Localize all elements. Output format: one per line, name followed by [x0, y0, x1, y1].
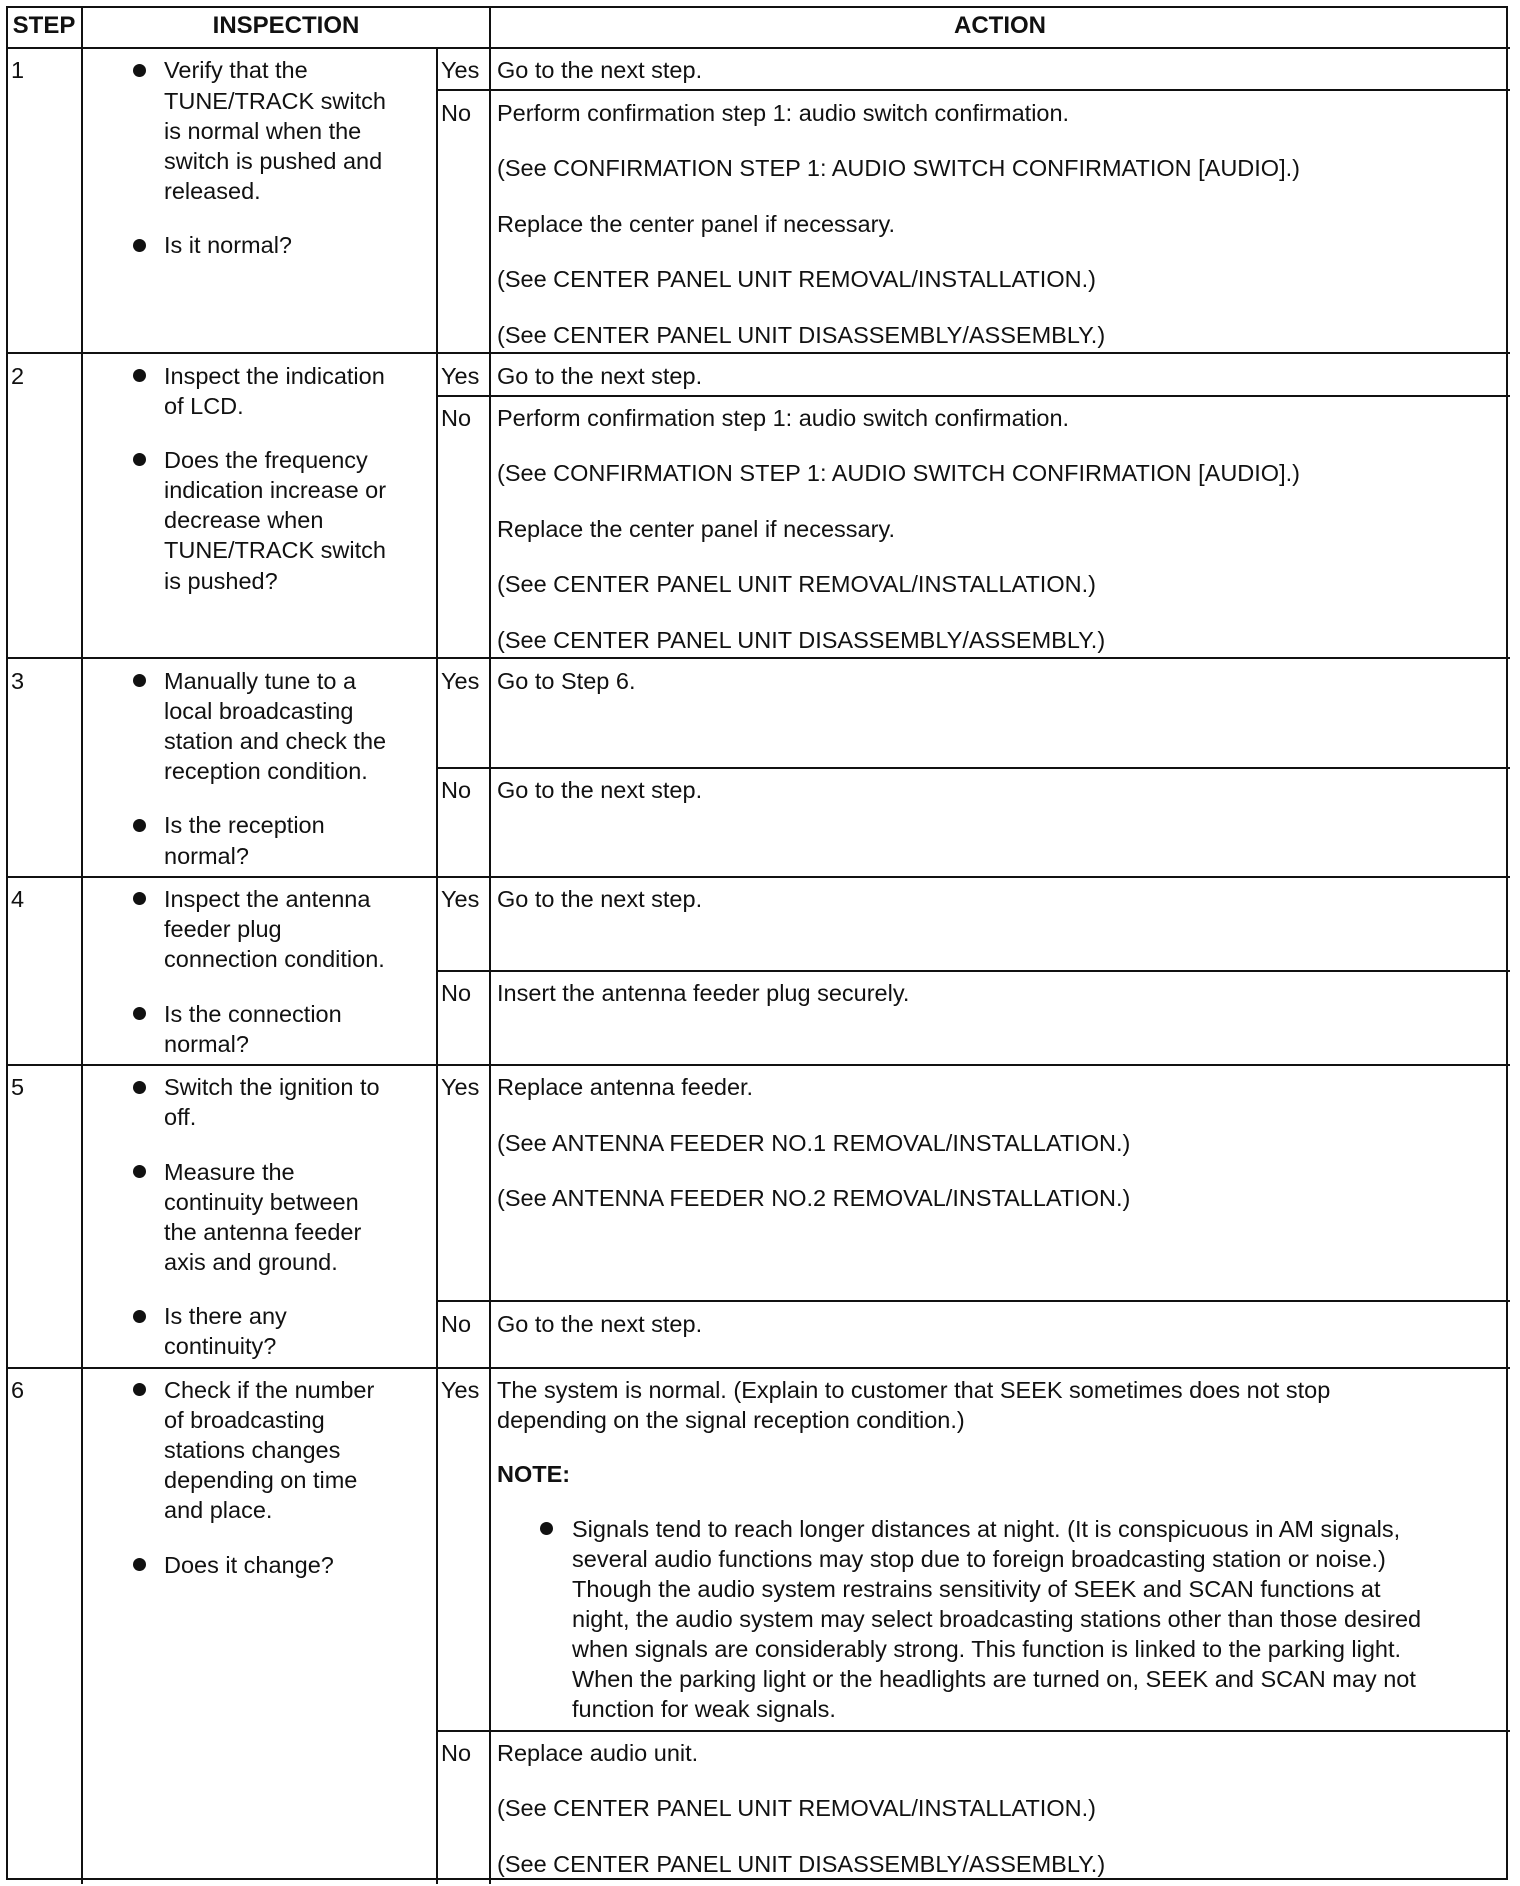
bullet-icon: [540, 1522, 553, 1535]
inspection-text: local broadcasting: [164, 698, 354, 724]
no-action-text: (See CENTER PANEL UNIT REMOVAL/INSTALLATION.): [497, 266, 1096, 292]
yes-no-split: [437, 970, 1510, 972]
inspection-text: indication increase or: [164, 477, 387, 503]
no-action-text: (See CENTER PANEL UNIT REMOVAL/INSTALLATION.): [497, 1795, 1096, 1821]
bullet-icon: [133, 1081, 146, 1094]
note-label: NOTE:: [497, 1461, 571, 1487]
yes-action-text: Go to the next step.: [497, 363, 703, 389]
no-action-text: Go to the next step.: [497, 777, 703, 803]
inspection-text: stations changes: [164, 1437, 341, 1463]
note-text: When the parking light or the headlights are turned on, SEEK and SCAN may not: [572, 1666, 1416, 1692]
no-label: No: [441, 405, 472, 431]
no-action-text: (See CONFIRMATION STEP 1: AUDIO SWITCH CONFIRMATION [AUDIO].): [497, 460, 1300, 486]
no-action-text: (See CENTER PANEL UNIT DISASSEMBLY/ASSEMBLY.): [497, 1851, 1106, 1877]
yes-action-text: (See ANTENNA FEEDER NO.2 REMOVAL/INSTALLATION.): [497, 1185, 1131, 1211]
no-label: No: [441, 1311, 472, 1337]
inspection-text: decrease when: [164, 507, 324, 533]
inspection-text: and place.: [164, 1497, 273, 1523]
inspection-text: continuity?: [164, 1333, 277, 1359]
header-inspection: INSPECTION: [212, 12, 360, 39]
inspection-text: Measure the: [164, 1159, 295, 1185]
no-label: No: [441, 777, 472, 803]
yes-label: Yes: [441, 1377, 480, 1403]
inspection-text: Inspect the indication: [164, 363, 385, 389]
inspection-text: Is the reception: [164, 812, 325, 838]
note-text: night, the audio system may select broadcasting stations other than those desired: [572, 1606, 1422, 1632]
yes-no-split: [437, 395, 1510, 397]
inspection-text: Does it change?: [164, 1552, 334, 1578]
row-divider: [6, 657, 1510, 659]
yes-action-text: The system is normal. (Explain to customer that SEEK sometimes does not stop: [497, 1377, 1331, 1403]
no-action-text: Replace the center panel if necessary.: [497, 211, 895, 237]
inspection-text: off.: [164, 1104, 197, 1130]
bullet-icon: [133, 1558, 146, 1571]
inspection-text: Does the frequency: [164, 447, 368, 473]
inspection-text: normal?: [164, 1031, 249, 1057]
header-step: STEP: [12, 12, 76, 39]
inspection-text: the antenna feeder: [164, 1219, 362, 1245]
inspection-text: of broadcasting: [164, 1407, 325, 1433]
no-action-text: Replace the center panel if necessary.: [497, 516, 895, 542]
step-number: 2: [11, 363, 25, 389]
yes-action-text: Replace antenna feeder.: [497, 1074, 754, 1100]
inspection-text: Is there any: [164, 1303, 287, 1329]
yes-label: Yes: [441, 1074, 480, 1100]
inspection-text: Manually tune to a: [164, 668, 357, 694]
inspection-text: Switch the ignition to: [164, 1074, 380, 1100]
yes-label: Yes: [441, 363, 480, 389]
inspection-text: normal?: [164, 843, 249, 869]
note-text: when signals are considerably strong. This function is linked to the parking light.: [572, 1636, 1402, 1662]
step-number: 4: [11, 886, 25, 912]
row-divider: [6, 1367, 1510, 1369]
yes-label: Yes: [441, 886, 480, 912]
no-action-text: Perform confirmation step 1: audio switch confirmation.: [497, 100, 1070, 126]
yes-no-split: [437, 1730, 1510, 1732]
yes-no-split: [437, 767, 1510, 769]
step-number: 5: [11, 1074, 25, 1100]
note-text: Signals tend to reach longer distances at night. (It is conspicuous in AM signals,: [572, 1516, 1401, 1542]
inspection-text: of LCD.: [164, 393, 244, 419]
no-action-text: Insert the antenna feeder plug securely.: [497, 980, 910, 1006]
no-label: No: [441, 980, 472, 1006]
bullet-icon: [133, 819, 146, 832]
step-number: 6: [11, 1377, 25, 1403]
yes-label: Yes: [441, 668, 480, 694]
note-text: function for weak signals.: [572, 1696, 836, 1722]
row-divider: [6, 876, 1510, 878]
inspection-text: axis and ground.: [164, 1249, 338, 1275]
yes-no-split: [437, 1300, 1510, 1302]
yes-label: Yes: [441, 57, 480, 83]
no-action-text: (See CENTER PANEL UNIT REMOVAL/INSTALLATION.): [497, 571, 1096, 597]
bullet-icon: [133, 64, 146, 77]
bullet-icon: [133, 1310, 146, 1323]
note-text: several audio functions may stop due to foreign broadcasting station or noise.): [572, 1546, 1386, 1572]
no-label: No: [441, 100, 472, 126]
no-action-text: (See CONFIRMATION STEP 1: AUDIO SWITCH CONFIRMATION [AUDIO].): [497, 155, 1300, 181]
bullet-icon: [133, 239, 146, 252]
column-divider-step: [81, 6, 83, 1884]
bullet-icon: [133, 892, 146, 905]
inspection-text: station and check the: [164, 728, 387, 754]
no-action-text: Perform confirmation step 1: audio switch confirmation.: [497, 405, 1070, 431]
step-number: 3: [11, 668, 25, 694]
inspection-text: Verify that the: [164, 57, 308, 83]
yes-no-split: [437, 89, 1510, 91]
inspection-text: continuity between: [164, 1189, 359, 1215]
inspection-text: Is it normal?: [164, 232, 292, 258]
note-text: Though the audio system restrains sensitivity of SEEK and SCAN functions at: [572, 1576, 1381, 1602]
yes-no-divider: [436, 1065, 438, 1368]
bullet-icon: [133, 369, 146, 382]
header-action: ACTION: [954, 12, 1046, 39]
row-divider: [6, 352, 1510, 354]
yes-action-text: Go to Step 6.: [497, 668, 636, 694]
inspection-text: Inspect the antenna: [164, 886, 371, 912]
inspection-text: connection condition.: [164, 946, 385, 972]
bullet-icon: [133, 1383, 146, 1396]
bullet-icon: [133, 1007, 146, 1020]
bullet-icon: [133, 674, 146, 687]
no-label: No: [441, 1740, 472, 1766]
no-action-text: Replace audio unit.: [497, 1740, 699, 1766]
inspection-text: TUNE/TRACK switch: [164, 537, 386, 563]
yes-no-divider: [436, 353, 438, 658]
bullet-icon: [133, 453, 146, 466]
inspection-text: Check if the number: [164, 1377, 375, 1403]
inspection-text: reception condition.: [164, 758, 368, 784]
column-divider-action: [489, 6, 491, 1884]
inspection-text: switch is pushed and: [164, 148, 383, 174]
yes-action-text: Go to the next step.: [497, 886, 703, 912]
inspection-text: released.: [164, 178, 261, 204]
yes-no-divider: [436, 48, 438, 353]
no-action-text: Go to the next step.: [497, 1311, 703, 1337]
yes-action-text: Go to the next step.: [497, 57, 703, 83]
row-divider: [6, 1064, 1510, 1066]
inspection-text: feeder plug: [164, 916, 282, 942]
no-action-text: (See CENTER PANEL UNIT DISASSEMBLY/ASSEMBLY.): [497, 627, 1106, 653]
inspection-text: is normal when the: [164, 118, 362, 144]
bullet-icon: [133, 1165, 146, 1178]
header-divider: [6, 47, 1510, 49]
inspection-text: depending on time: [164, 1467, 358, 1493]
inspection-text: TUNE/TRACK switch: [164, 88, 386, 114]
no-action-text: (See CENTER PANEL UNIT DISASSEMBLY/ASSEMBLY.): [497, 322, 1106, 348]
inspection-text: is pushed?: [164, 568, 278, 594]
yes-action-text: depending on the signal reception condition.): [497, 1407, 965, 1433]
inspection-text: Is the connection: [164, 1001, 342, 1027]
yes-action-text: (See ANTENNA FEEDER NO.1 REMOVAL/INSTALLATION.): [497, 1130, 1131, 1156]
yes-no-divider: [436, 1368, 438, 1884]
step-number: 1: [11, 57, 25, 83]
